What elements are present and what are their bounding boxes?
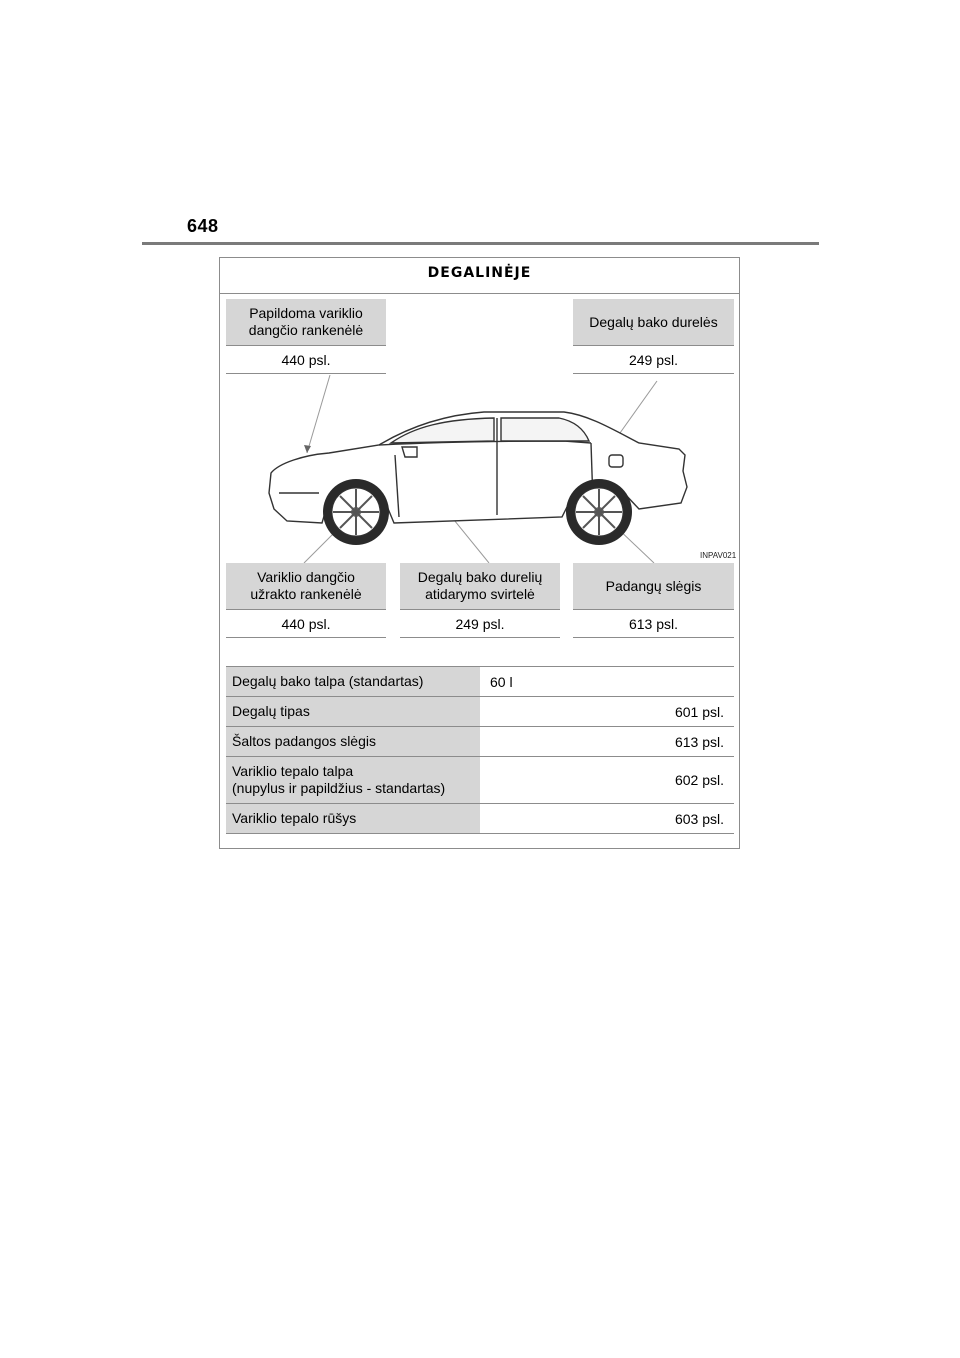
ref-hood-release: 440 psl. — [226, 347, 386, 374]
spec-label: Degalų tipas — [226, 697, 480, 726]
ref-tire-pressure: 613 psl. — [573, 611, 734, 638]
callout-fuel-door: Degalų bako durelės — [573, 299, 734, 346]
ref-fuel-door: 249 psl. — [573, 347, 734, 374]
header-rule — [142, 242, 819, 245]
ref-hood-lock: 440 psl. — [226, 611, 386, 638]
callout-hood-release: Papildoma variklio dangčio rankenėlė — [226, 299, 386, 346]
car-illustration — [219, 375, 740, 563]
rear-wheel — [566, 479, 632, 545]
spec-label: Variklio tepalo rūšys — [226, 804, 480, 833]
spec-label: Degalų bako talpa (standartas) — [226, 667, 480, 696]
spec-row — [226, 697, 734, 727]
spec-row — [226, 757, 734, 804]
spec-value: 603 psl. — [674, 810, 724, 827]
callout-fuel-opener: Degalų bako durelių atidarymo svirtelė — [400, 563, 560, 610]
callout-hood-lock: Variklio dangčio užrakto rankenėlė — [226, 563, 386, 610]
section-title: DEGALINĖJE — [219, 257, 740, 294]
spec-value: 613 psl. — [674, 733, 724, 750]
spec-value: 60 l — [490, 673, 513, 690]
spec-value: 601 psl. — [674, 703, 724, 720]
page-number: 648 — [187, 216, 219, 236]
spec-label: Šaltos padangos slėgis — [226, 727, 480, 756]
ref-fuel-opener: 249 psl. — [400, 611, 560, 638]
callout-tire-pressure: Padangų slėgis — [573, 563, 734, 610]
front-wheel — [323, 479, 389, 545]
specs-table — [226, 666, 734, 834]
spec-row — [226, 667, 734, 697]
spec-row — [226, 804, 734, 834]
spec-label: Variklio tepalo talpa (nupylus ir papildžius - standartas) — [226, 757, 480, 803]
spec-row — [226, 727, 734, 757]
spec-value: 602 psl. — [674, 772, 724, 788]
image-code: INPAV021 — [700, 551, 737, 560]
